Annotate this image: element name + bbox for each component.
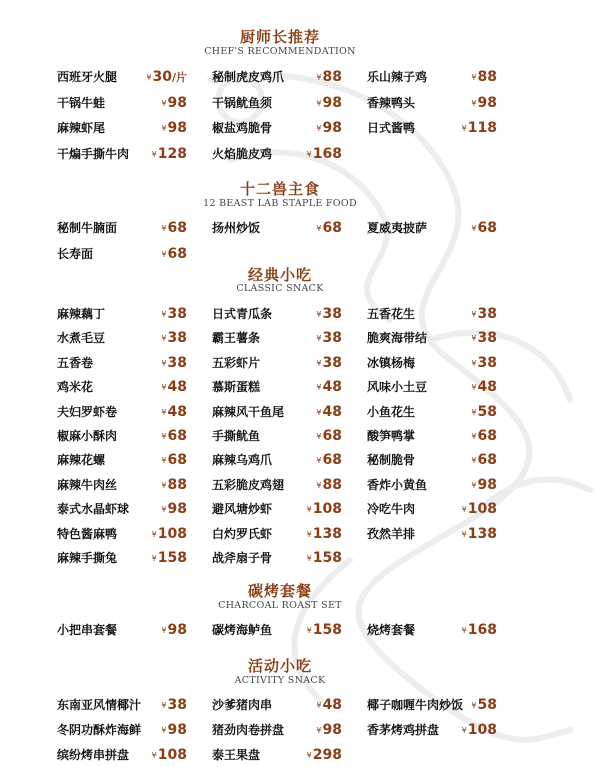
currency-symbol: ¥	[151, 554, 157, 563]
menu-item-name: 日式青瓜条	[212, 307, 273, 321]
menu-item-name: 香辣鸭头	[367, 95, 416, 110]
menu-item-price	[316, 217, 342, 240]
menu-item-price	[161, 474, 187, 497]
price-value: 48	[477, 379, 497, 396]
menu-item-name: 缤纷烤串拼盘	[57, 748, 130, 762]
price-value: 68	[322, 220, 342, 236]
menu-item-price	[307, 498, 342, 521]
menu-item-name: 泰王果盘	[212, 748, 261, 762]
menu-item-name: 香茅烤鸡拼盘	[367, 723, 440, 737]
menu-item-name: 五香卷	[57, 355, 94, 370]
menu-item-name: 秘制脆骨	[367, 453, 416, 468]
menu-item-price	[307, 547, 342, 570]
section-title: 十二兽主食	[239, 180, 320, 198]
menu-item	[212, 66, 342, 88]
menu-item-name: 麻辣乌鸡爪	[212, 453, 273, 468]
menu-item-name: 香炸小黄鱼	[367, 477, 428, 492]
currency-symbol: ¥	[161, 249, 167, 259]
price-value: 98	[167, 622, 187, 638]
menu-item-name: 沙爹猪肉串	[212, 698, 273, 712]
menu-item-price	[152, 143, 187, 166]
menu-item-price	[462, 523, 497, 546]
menu-item	[57, 694, 187, 716]
menu-item-price	[471, 327, 497, 350]
menu-item-price	[316, 92, 342, 115]
currency-symbol: ¥	[306, 626, 312, 635]
price-value: 108	[157, 525, 187, 542]
menu-item	[367, 117, 497, 139]
menu-item-price	[471, 449, 497, 472]
price-value: 108	[467, 722, 497, 738]
menu-item-name: 五香花生	[367, 307, 416, 321]
currency-symbol: ¥	[471, 456, 477, 466]
price-value: 98	[167, 722, 187, 738]
menu-item-price	[316, 449, 342, 472]
menu-item-price	[471, 401, 497, 424]
menu-item-price	[316, 303, 342, 326]
menu-item-price	[161, 303, 187, 326]
currency-symbol: ¥	[316, 358, 322, 368]
menu-item-name: 火焰脆皮鸡	[212, 146, 273, 161]
menu-item-name: 冬阴功酥炸海鲜	[57, 723, 142, 737]
menu-item	[367, 401, 497, 423]
menu-item-name: 避风塘炒虾	[212, 502, 273, 517]
menu-item	[57, 619, 187, 641]
currency-symbol: ¥	[471, 383, 477, 393]
currency-symbol: ¥	[461, 124, 467, 133]
currency-symbol: ¥	[471, 334, 477, 344]
price-value: 58	[477, 697, 497, 713]
currency-symbol: ¥	[316, 432, 322, 441]
menu-item-name: 白灼罗氏虾	[212, 526, 273, 541]
price-value: 68	[167, 220, 187, 236]
price-value: 38	[167, 306, 187, 322]
currency-symbol: ¥	[316, 726, 322, 735]
section-title: 经典小吃	[247, 266, 312, 284]
menu-item	[367, 376, 497, 398]
currency-symbol: ¥	[161, 480, 167, 490]
currency-symbol: ¥	[471, 701, 477, 710]
menu-item	[57, 744, 187, 766]
menu-item-name: 椒盐鸡脆骨	[212, 121, 273, 135]
menu-item-name: 烧烤套餐	[367, 623, 416, 637]
menu-item-name: 椰子咖喱牛肉炒饭	[367, 698, 464, 712]
menu-item	[57, 523, 187, 545]
menu-item-price	[161, 352, 187, 375]
menu-item-price	[316, 117, 342, 140]
menu-item-name: 麻辣虾尾	[57, 121, 106, 135]
menu-item	[367, 449, 497, 471]
menu-item-price	[471, 92, 497, 115]
price-value: 38	[167, 697, 187, 713]
currency-symbol: ¥	[316, 480, 322, 490]
price-value: 98	[167, 94, 187, 111]
price-value: 68	[167, 452, 187, 469]
menu-item-name: 日式酱鸭	[367, 121, 416, 135]
currency-symbol: ¥	[316, 224, 322, 233]
menu-item-price	[161, 401, 187, 424]
menu-item-price	[161, 449, 187, 472]
section-subtitle: CHEF'S RECOMMENDATION	[204, 46, 356, 57]
menu-item-price	[316, 719, 342, 742]
menu-item	[57, 376, 187, 398]
currency-symbol: ¥	[161, 358, 167, 368]
menu-item	[367, 498, 497, 520]
menu-item	[367, 425, 497, 447]
menu-item	[212, 376, 342, 398]
price-value: 48	[322, 697, 342, 713]
currency-symbol: ¥	[316, 334, 322, 344]
menu-item-price	[161, 217, 187, 240]
price-value: 158	[157, 550, 187, 566]
menu-item-name: 酸笋鸭掌	[367, 429, 416, 443]
price-value: 48	[322, 379, 342, 396]
menu-item-name: 麻辣手撕兔	[57, 551, 118, 565]
menu-item-price	[316, 425, 342, 448]
menu-item-name: 小鱼花生	[367, 404, 416, 419]
currency-symbol: ¥	[161, 124, 167, 133]
price-value: 98	[322, 120, 342, 136]
menu-item-name: 猪劲肉卷拼盘	[212, 723, 285, 737]
menu-item-name: 冰镇杨梅	[367, 355, 416, 370]
menu-item-name: 干煸手撕牛肉	[57, 146, 130, 161]
menu-item-price	[161, 694, 187, 717]
price-value: 58	[477, 403, 497, 420]
currency-symbol: ¥	[161, 701, 167, 710]
price-value: 128	[157, 145, 187, 162]
menu-item	[212, 401, 342, 423]
section-subtitle: 12 BEAST LAB STAPLE FOOD	[203, 198, 357, 209]
menu-item-name: 西班牙火腿	[57, 70, 118, 84]
currency-symbol: ¥	[316, 383, 322, 393]
menu-item-price	[146, 66, 187, 89]
price-value: 68	[477, 428, 497, 444]
menu-item-price	[471, 694, 497, 717]
currency-symbol: ¥	[471, 310, 477, 319]
price-value: 38	[322, 330, 342, 347]
menu-item-price	[316, 474, 342, 497]
menu-item-name: 水煮毛豆	[57, 331, 106, 346]
price-value: 108	[157, 747, 187, 763]
currency-symbol: ¥	[461, 529, 467, 539]
price-value: 158	[312, 622, 342, 638]
menu-item-price	[161, 376, 187, 399]
menu-item-name: 小把串套餐	[57, 623, 118, 637]
menu-item	[212, 425, 342, 447]
currency-symbol: ¥	[306, 505, 312, 515]
price-value: 88	[322, 476, 342, 493]
price-value: 108	[312, 501, 342, 518]
section-subtitle: CLASSIC SNACK	[236, 283, 324, 294]
menu-item-price	[471, 217, 497, 240]
currency-symbol: ¥	[146, 73, 152, 82]
menu-item-price	[161, 498, 187, 521]
price-value: 98	[167, 501, 187, 518]
menu-item-name: 扬州炒饭	[212, 221, 261, 235]
menu-item	[57, 66, 187, 88]
menu-item-name: 干锅鱿鱼须	[212, 95, 273, 110]
menu-item	[212, 92, 342, 114]
menu-item	[212, 449, 342, 471]
section-title: 厨师长推荐	[239, 28, 320, 46]
currency-symbol: ¥	[316, 73, 322, 82]
price-value: 98	[322, 722, 342, 738]
menu-item	[57, 143, 187, 165]
menu-item	[57, 719, 187, 741]
menu-item-name: 东南亚风情椰汁	[57, 698, 142, 712]
menu-item-name: 战斧扇子骨	[212, 551, 273, 565]
menu-item	[212, 352, 342, 374]
currency-symbol: ¥	[316, 98, 322, 108]
price-value: 38	[477, 306, 497, 322]
menu-item	[57, 327, 187, 349]
menu-item	[367, 719, 497, 741]
price-unit: /片	[171, 71, 187, 84]
menu-item-price	[316, 376, 342, 399]
currency-symbol: ¥	[151, 149, 157, 159]
currency-symbol: ¥	[151, 529, 157, 539]
currency-symbol: ¥	[471, 224, 477, 233]
menu-item	[57, 243, 187, 265]
menu-item	[57, 352, 187, 374]
price-value: 88	[477, 69, 497, 85]
menu-item-name: 特色酱麻鸭	[57, 526, 118, 541]
price-value: 88	[167, 476, 187, 493]
price-value: 38	[322, 306, 342, 322]
section-subtitle: ACTIVITY SNACK	[234, 675, 326, 686]
price-value: 118	[467, 120, 497, 136]
price-value: 68	[477, 452, 497, 469]
price-value: 30	[152, 69, 172, 85]
price-value: 38	[477, 330, 497, 347]
currency-symbol: ¥	[471, 73, 477, 82]
menu-item	[212, 303, 342, 325]
menu-item-price	[471, 474, 497, 497]
menu-item-price	[161, 243, 187, 266]
menu-item	[367, 217, 497, 239]
menu-item-price	[152, 523, 187, 546]
menu-item-name: 脆爽海带结	[367, 331, 428, 346]
menu-item	[212, 744, 342, 766]
currency-symbol: ¥	[161, 456, 167, 466]
currency-symbol: ¥	[471, 480, 477, 490]
menu-item-price	[462, 619, 497, 642]
currency-symbol: ¥	[461, 626, 467, 635]
price-value: 138	[312, 525, 342, 542]
currency-symbol: ¥	[161, 626, 167, 635]
menu-item	[367, 619, 497, 641]
currency-symbol: ¥	[316, 456, 322, 466]
menu-item-price	[471, 425, 497, 448]
menu-item-price	[161, 619, 187, 642]
menu-item-price	[462, 498, 497, 521]
menu-item-name: 乐山辣子鸡	[367, 70, 428, 84]
price-value: 168	[312, 145, 342, 162]
price-value: 98	[167, 120, 187, 136]
menu-item-price	[471, 303, 497, 326]
menu-item-name: 麻辣花螺	[57, 453, 106, 468]
currency-symbol: ¥	[161, 334, 167, 344]
menu-item	[367, 694, 497, 716]
menu-item	[212, 547, 342, 569]
price-value: 68	[167, 245, 187, 262]
menu-item	[212, 327, 342, 349]
menu-item-price	[462, 719, 497, 742]
menu-item	[212, 474, 342, 496]
currency-symbol: ¥	[161, 407, 167, 417]
currency-symbol: ¥	[306, 529, 312, 539]
menu-item-price	[462, 117, 497, 140]
price-value: 38	[477, 354, 497, 371]
menu-item-price	[471, 376, 497, 399]
price-value: 48	[322, 403, 342, 420]
menu-item-name: 霸王薯条	[212, 331, 261, 346]
menu-item	[57, 92, 187, 114]
price-value: 98	[477, 476, 497, 493]
menu-item-name: 麻辣牛肉丝	[57, 477, 118, 492]
menu-item	[57, 217, 187, 239]
menu-item	[57, 449, 187, 471]
currency-symbol: ¥	[161, 383, 167, 393]
menu-item	[367, 303, 497, 325]
menu-item	[367, 66, 497, 88]
price-value: 48	[167, 379, 187, 396]
menu-item	[367, 474, 497, 496]
menu-item-price	[471, 352, 497, 375]
price-value: 138	[467, 525, 497, 542]
menu-item	[212, 619, 342, 641]
menu-item	[212, 694, 342, 716]
menu-item	[367, 523, 497, 545]
currency-symbol: ¥	[316, 124, 322, 133]
currency-symbol: ¥	[471, 407, 477, 417]
menu-item-price	[152, 547, 187, 570]
section-title: 碳烤套餐	[247, 582, 312, 600]
price-value: 38	[167, 330, 187, 347]
price-value: 98	[322, 94, 342, 111]
price-value: 168	[467, 622, 497, 638]
currency-symbol: ¥	[306, 149, 312, 159]
currency-symbol: ¥	[161, 432, 167, 441]
menu-item	[367, 352, 497, 374]
price-value: 48	[167, 403, 187, 420]
currency-symbol: ¥	[306, 554, 312, 563]
menu-item	[57, 547, 187, 569]
menu-item-name: 五彩脆皮鸡翅	[212, 477, 285, 492]
menu-item-name: 干锅牛蛙	[57, 95, 106, 110]
currency-symbol: ¥	[161, 224, 167, 233]
price-value: 158	[312, 550, 342, 566]
menu-item-name: 风味小土豆	[367, 380, 428, 395]
price-value: 68	[477, 220, 497, 236]
menu-item	[367, 92, 497, 114]
menu-item	[57, 425, 187, 447]
menu-item-name: 碳烤海鲈鱼	[212, 623, 273, 637]
menu-item-name: 鸡米花	[57, 380, 94, 395]
menu-item-name: 孜然羊排	[367, 526, 416, 541]
menu-item-name: 秘制虎皮鸡爪	[212, 70, 285, 84]
menu-item-name: 麻辣风干鱼尾	[212, 404, 285, 419]
currency-symbol: ¥	[161, 505, 167, 515]
menu-item-price	[161, 425, 187, 448]
menu-item-name: 冷吃牛肉	[367, 502, 416, 517]
menu-item-name: 泰式水晶虾球	[57, 502, 130, 517]
menu-item	[57, 401, 187, 423]
price-value: 98	[477, 94, 497, 111]
currency-symbol: ¥	[316, 407, 322, 417]
currency-symbol: ¥	[471, 432, 477, 441]
menu-item-name: 麻辣藕丁	[57, 307, 106, 321]
menu-item	[57, 498, 187, 520]
menu-item	[212, 719, 342, 741]
menu-item-price	[316, 694, 342, 717]
menu-item-name: 五彩虾片	[212, 355, 261, 370]
menu-item-price	[161, 327, 187, 350]
price-value: 68	[322, 452, 342, 469]
menu-item-name: 夫妇罗虾卷	[57, 404, 118, 419]
menu-item-name: 慕斯蛋糕	[212, 380, 261, 395]
menu-item-price	[316, 66, 342, 89]
menu-item-price	[161, 117, 187, 140]
currency-symbol: ¥	[161, 310, 167, 319]
currency-symbol: ¥	[306, 751, 312, 760]
menu-item-price	[471, 66, 497, 89]
currency-symbol: ¥	[161, 726, 167, 735]
menu-item-price	[161, 719, 187, 742]
menu-item	[57, 117, 187, 139]
currency-symbol: ¥	[316, 701, 322, 710]
currency-symbol: ¥	[161, 98, 167, 108]
menu-item	[212, 217, 342, 239]
menu-item-price	[316, 327, 342, 350]
menu-item-price	[161, 92, 187, 115]
menu-item-name: 秘制牛腩面	[57, 221, 118, 235]
price-value: 68	[322, 428, 342, 444]
menu-item-name: 手撕鱿鱼	[212, 429, 261, 443]
menu-item-price	[316, 352, 342, 375]
menu-item	[367, 327, 497, 349]
menu-item-name: 长寿面	[57, 246, 94, 261]
section-subtitle: CHARCOAL ROAST SET	[218, 600, 342, 611]
menu-item-price	[307, 143, 342, 166]
currency-symbol: ¥	[471, 358, 477, 368]
menu-item	[57, 474, 187, 496]
section-title: 活动小吃	[247, 657, 312, 675]
menu-item	[212, 523, 342, 545]
price-value: 88	[322, 69, 342, 85]
currency-symbol: ¥	[461, 505, 467, 515]
currency-symbol: ¥	[316, 310, 322, 319]
menu-item-price	[316, 401, 342, 424]
currency-symbol: ¥	[471, 98, 477, 108]
currency-symbol: ¥	[461, 726, 467, 735]
menu-item-name: 夏威夷披萨	[367, 221, 428, 235]
menu-item	[212, 117, 342, 139]
currency-symbol: ¥	[151, 751, 157, 760]
price-value: 68	[167, 428, 187, 444]
menu-item-name: 椒麻小酥肉	[57, 429, 118, 443]
menu-item	[57, 303, 187, 325]
menu-item-price	[307, 523, 342, 546]
price-value: 38	[167, 354, 187, 371]
menu-item	[212, 498, 342, 520]
price-value: 38	[322, 354, 342, 371]
menu-item	[212, 143, 342, 165]
menu-item-price	[307, 619, 342, 642]
price-value: 108	[467, 501, 497, 518]
price-value: 298	[312, 747, 342, 763]
